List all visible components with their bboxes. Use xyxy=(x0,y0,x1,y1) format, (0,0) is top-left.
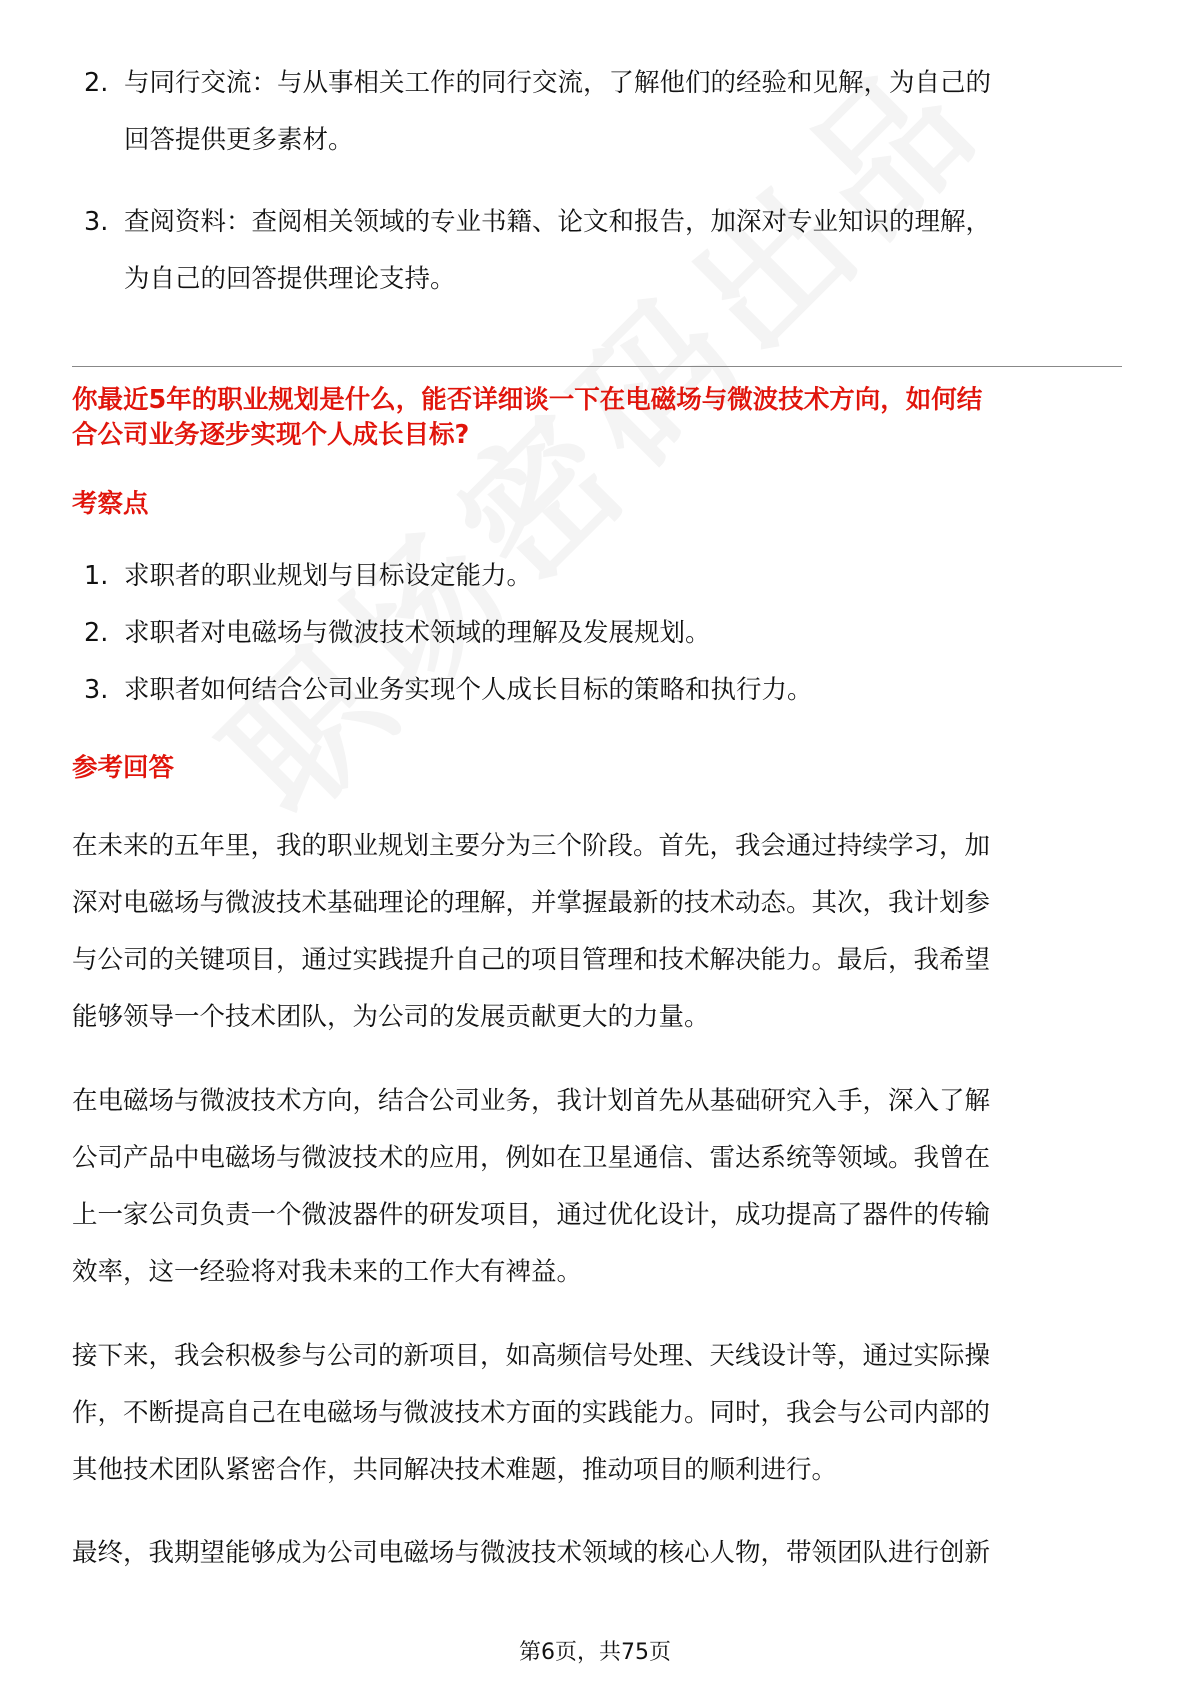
list-text: 求职者的职业规划与目标设定能力。 xyxy=(124,561,533,591)
list-item xyxy=(72,605,1122,662)
list-item xyxy=(72,194,1122,308)
answer-paragraph xyxy=(72,1525,1122,1582)
list-number: 1. xyxy=(84,561,109,591)
list-number: 3. xyxy=(84,675,109,705)
paragraph-line: 深对电磁场与微波技术基础理论的理解，并掌握最新的技术动态。其次，我计划参 xyxy=(72,888,991,918)
paragraph-line: 其他技术团队紧密合作，共同解决技术难题，推动项目的顺利进行。 xyxy=(72,1455,838,1485)
paragraph-line: 在未来的五年里，我的职业规划主要分为三个阶段。首先，我会通过持续学习，加 xyxy=(72,831,991,861)
answer-paragraph xyxy=(72,1073,1122,1301)
list-item xyxy=(72,55,1122,169)
section-divider xyxy=(72,366,1122,367)
list-item xyxy=(72,548,1122,605)
list-number: 2. xyxy=(84,68,109,98)
paragraph-line: 与公司的关键项目，通过实践提升自己的项目管理和技术解决能力。最后，我希望 xyxy=(72,945,991,975)
continued-list xyxy=(72,55,1122,308)
list-number: 2. xyxy=(84,618,109,648)
question-line: 合公司业务逐步实现个人成长目标? xyxy=(72,420,470,450)
answer-paragraph xyxy=(72,818,1122,1046)
paragraph-line: 公司产品中电磁场与微波技术的应用，例如在卫星通信、雷达系统等领域。我曾在 xyxy=(72,1143,991,1173)
page-number-footer: 第6页，共75页 xyxy=(519,1640,671,1665)
list-text-line: 回答提供更多素材。 xyxy=(124,125,354,155)
list-text-line: 为自己的回答提供理论支持。 xyxy=(124,264,456,294)
paragraph-line: 上一家公司负责一个微波器件的研发项目，通过优化设计，成功提高了器件的传输 xyxy=(72,1200,991,1230)
list-text-line: 查阅资料：查阅相关领域的专业书籍、论文和报告，加深对专业知识的理解， xyxy=(124,207,992,237)
answer-paragraph xyxy=(72,1328,1122,1499)
list-text-line: 与同行交流：与从事相关工作的同行交流，了解他们的经验和见解，为自己的 xyxy=(124,68,992,98)
assessment-points-list xyxy=(72,548,1122,719)
paragraph-line: 最终，我期望能够成为公司电磁场与微波技术领域的核心人物，带领团队进行创新 xyxy=(72,1538,991,1568)
section-title-kaocha: 考察点 xyxy=(72,489,149,519)
paragraph-line: 在电磁场与微波技术方向，结合公司业务，我计划首先从基础研究入手，深入了解 xyxy=(72,1086,991,1116)
question-line: 你最近5年的职业规划是什么，能否详细谈一下在电磁场与微波技术方向，如何结 xyxy=(72,385,983,415)
list-text: 求职者如何结合公司业务实现个人成长目标的策略和执行力。 xyxy=(124,675,813,705)
section-title-answer: 参考回答 xyxy=(72,753,175,783)
paragraph-line: 接下来，我会积极参与公司的新项目，如高频信号处理、天线设计等，通过实际操 xyxy=(72,1341,991,1371)
paragraph-line: 作，不断提高自己在电磁场与微波技术方面的实践能力。同时，我会与公司内部的 xyxy=(72,1398,991,1428)
list-item xyxy=(72,662,1122,719)
paragraph-line: 效率，这一经验将对我未来的工作大有裨益。 xyxy=(72,1257,583,1287)
paragraph-line: 能够领导一个技术团队，为公司的发展贡献更大的力量。 xyxy=(72,1002,710,1032)
list-text: 求职者对电磁场与微波技术领域的理解及发展规划。 xyxy=(124,618,711,648)
interview-question xyxy=(72,383,1122,453)
list-number: 3. xyxy=(84,207,109,237)
